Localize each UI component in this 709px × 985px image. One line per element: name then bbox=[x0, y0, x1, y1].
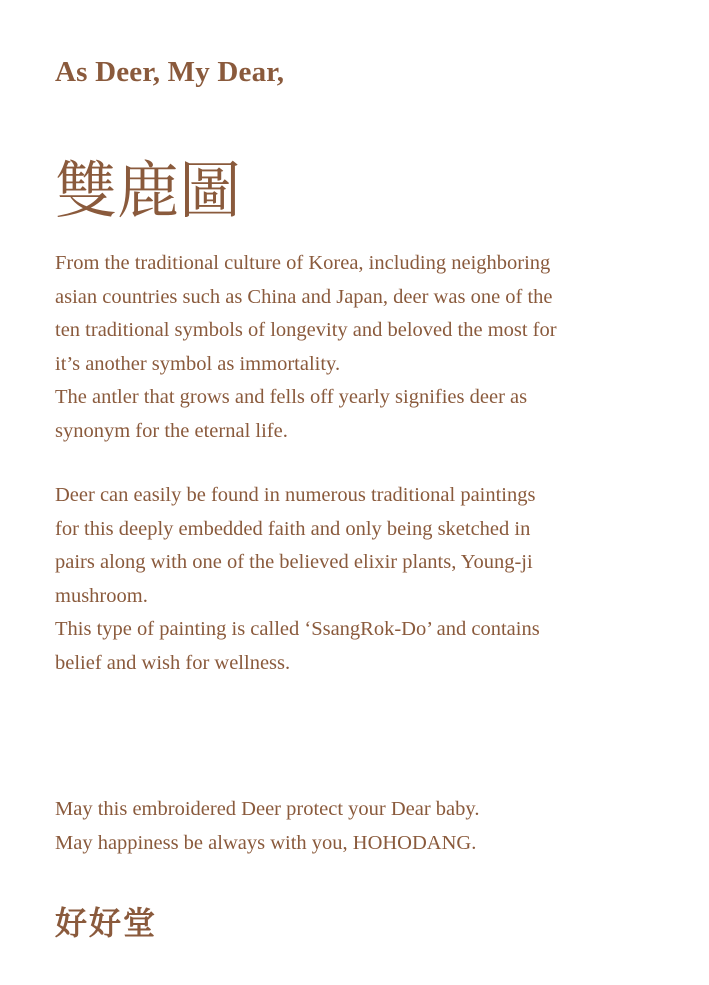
document-page bbox=[55, 0, 675, 985]
text-line: synonym for the eternal life. bbox=[55, 419, 288, 442]
paragraph-painting bbox=[55, 479, 675, 680]
text-line: May this embroidered Deer protect your Dear baby. bbox=[55, 798, 480, 820]
text-line: Deer can easily be found in numerous traditional paintings bbox=[55, 484, 536, 506]
text-line: mushroom. bbox=[55, 584, 148, 607]
text-line: for this deeply embedded faith and only being sketched in bbox=[55, 517, 531, 540]
text-line: it’s another symbol as immortality. bbox=[55, 352, 341, 375]
text-line: From the traditional culture of Korea, including neighboring bbox=[55, 252, 551, 274]
closing-message bbox=[55, 793, 675, 860]
text-line: belief and wish for wellness. bbox=[55, 651, 291, 674]
text-line: ten traditional symbols of longevity and beloved the most for bbox=[55, 319, 557, 341]
page-title: As Deer, My Dear, bbox=[55, 56, 285, 88]
hanja-title: 雙鹿圖 bbox=[55, 154, 242, 227]
signature-hanja: 好好堂 bbox=[55, 904, 158, 942]
text-line: The antler that grows and fells off yearly signifies deer as bbox=[55, 386, 528, 408]
paragraph-history bbox=[55, 247, 675, 448]
text-line: asian countries such as China and Japan, deer was one of the bbox=[55, 285, 553, 308]
text-line: May happiness be always with you, HOHODANG. bbox=[55, 831, 477, 854]
text-line: pairs along with one of the believed elixir plants, Young-ji bbox=[55, 551, 533, 573]
text-line: This type of painting is called ‘SsangRok-Do’ and contains bbox=[55, 618, 540, 640]
